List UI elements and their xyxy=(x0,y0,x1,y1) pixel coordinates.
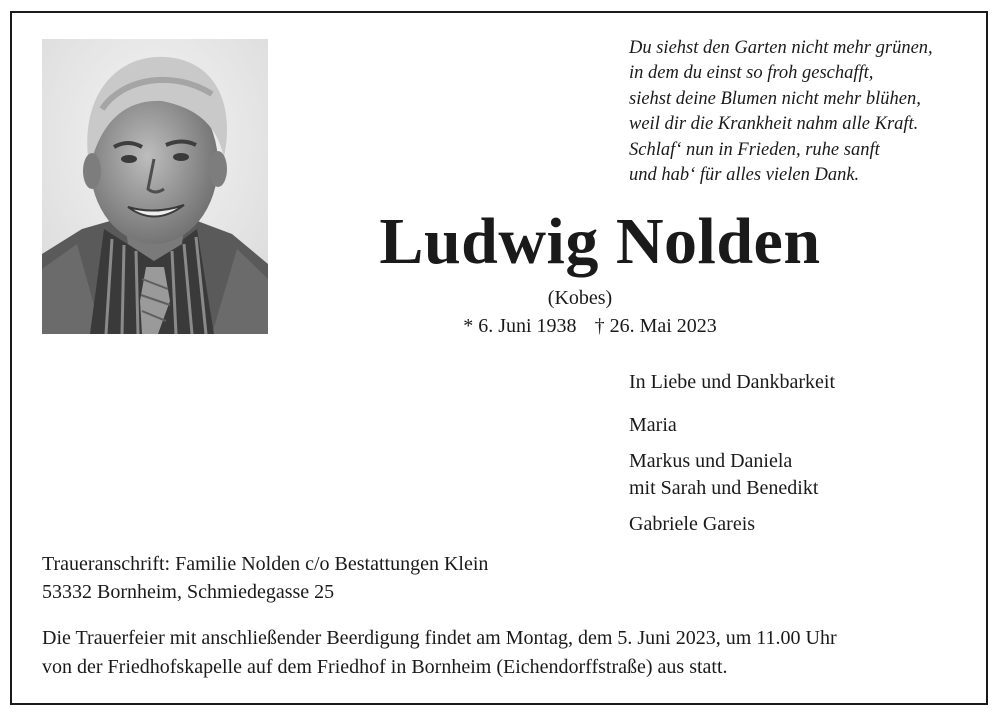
birth-date: * 6. Juni 1938 xyxy=(463,315,577,337)
poem xyxy=(629,36,969,188)
poem-line: siehst deine Blumen nicht mehr blühen, xyxy=(629,88,921,109)
deceased-name: Ludwig Nolden xyxy=(379,205,821,278)
mourner-name: Markus und Daniela xyxy=(629,450,793,472)
poem-line: Du siehst den Garten nicht mehr grünen, xyxy=(629,38,933,58)
mourner-name: Maria xyxy=(629,414,677,436)
mourner-name: Gabriele Gareis xyxy=(629,513,756,535)
poem-line: Schlaf‘ nun in Frieden, ruhe sanft xyxy=(629,139,880,160)
mourner-name: mit Sarah und Benedikt xyxy=(629,477,819,499)
portrait-photo xyxy=(42,39,268,334)
deceased-nickname: (Kobes) xyxy=(547,287,613,309)
service-line: Die Trauerfeier mit anschließender Beerdigung findet am Montag, dem 5. Juni 2023, um 11.00 Uhr xyxy=(42,627,837,649)
mourning-address xyxy=(42,550,742,606)
address-line: Traueranschrift: Familie Nolden c/o Bestattungen Klein xyxy=(42,553,489,575)
poem-line: und hab‘ für alles vielen Dank. xyxy=(629,165,860,186)
portrait-photo-icon xyxy=(42,39,268,334)
death-date: † 26. Mai 2023 xyxy=(594,315,717,337)
life-dates xyxy=(420,313,760,339)
poem-line: in dem du einst so froh geschafft, xyxy=(629,63,874,84)
mourners-block xyxy=(629,369,979,538)
service-line: von der Friedhofskapelle auf dem Friedhof in Bornheim (Eichendorffstraße) aus statt. xyxy=(42,656,728,678)
mourners-intro: In Liebe und Dankbarkeit xyxy=(629,371,836,393)
funeral-service-info xyxy=(42,624,982,682)
poem-line: weil dir die Krankheit nahm alle Kraft. xyxy=(629,114,919,135)
address-line: 53332 Bornheim, Schmiedegasse 25 xyxy=(42,581,335,603)
